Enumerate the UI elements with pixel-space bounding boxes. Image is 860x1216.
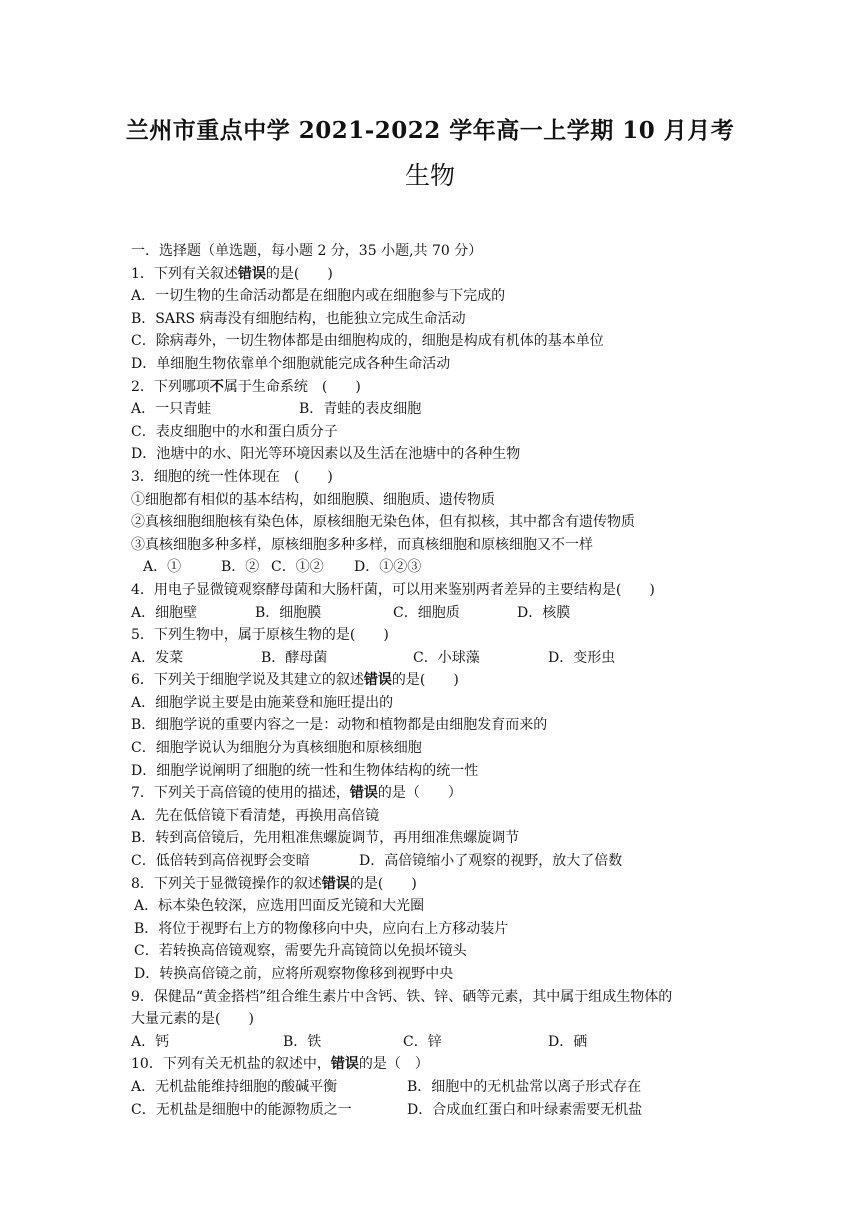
question-8-option-b: B．将位于视野右上方的物像移向中央，应向右上方移动装片	[134, 920, 509, 937]
question-10-stem	[131, 1053, 751, 1076]
stem-emphasis: 错误	[349, 785, 378, 802]
question-5-options	[131, 647, 751, 670]
question-list	[131, 240, 751, 1121]
question-7-option-c: C．低倍转到高倍视野会变暗	[131, 853, 310, 870]
question-3-option-b: B．②	[221, 559, 260, 576]
question-6-stem	[131, 669, 751, 692]
question-2-options-ab	[131, 398, 751, 421]
question-4-option-b: B．细胞膜	[255, 604, 322, 621]
question-7-option-d: D．高倍镜缩小了观察的视野，放大了倍数	[359, 853, 623, 870]
question-10-option-a: A．无机盐能维持细胞的酸碱平衡	[131, 1078, 338, 1095]
question-3-statement-3: ③真核细胞多种多样，原核细胞多种多样，而真核细胞和原核细胞又不一样	[131, 536, 593, 553]
stem-text: 的是（ ）	[377, 785, 462, 802]
section-heading: 一．选择题（单选题，每小题 2 分，35 小题,共 70 分）	[131, 243, 483, 259]
exam-subject: 生物	[404, 161, 455, 190]
question-7-option-b: B．转到高倍镜后，先用粗准焦螺旋调节，再用细准焦螺旋调节	[131, 830, 520, 847]
question-1-option-c: C．除病毒外，一切生物体都是由细胞构成的，细胞是构成有机体的基本单位	[131, 333, 604, 350]
stem-text: 10．下列有关无机盐的叙述中，	[131, 1056, 331, 1073]
question-7-options-cd	[131, 850, 751, 873]
question-7-stem	[131, 782, 751, 805]
stem-text: 的是（ ）	[358, 1056, 429, 1073]
question-5-option-d: D．变形虫	[548, 649, 616, 666]
exam-title: 兰州市重点中学 2021-2022 学年高一上学期 10 月月考	[125, 117, 735, 144]
question-4-option-d: D．核膜	[517, 604, 571, 621]
question-9-stem-line-2: 大量元素的是( )	[131, 1011, 254, 1028]
question-5-option-a: A．发菜	[131, 649, 184, 666]
question-5-option-b: B．酵母菌	[261, 649, 328, 666]
question-9-option-a: A．钙	[131, 1033, 170, 1050]
question-2-stem	[131, 376, 751, 399]
stem-text: 7．下列关于高倍镜的使用的描述，	[131, 785, 350, 802]
question-4-option-c: C．细胞质	[393, 604, 460, 621]
question-8-option-d: D．转换高倍镜之前，应将所观察物像移到视野中央	[134, 966, 454, 982]
question-6-option-c: C．细胞学说认为细胞分为真核细胞和原核细胞	[131, 740, 422, 757]
question-1-option-b: B．SARS 病毒没有细胞结构，也能独立完成生命活动	[131, 310, 466, 327]
question-3-statement-2: ②真核细胞细胞核有染色体，原核细胞无染色体，但有拟核，其中都含有遗传物质	[131, 514, 635, 531]
stem-text: 的是( )	[265, 265, 333, 282]
stem-text: 1．下列有关叙述	[131, 265, 238, 282]
stem-text: 的是( )	[349, 875, 417, 892]
question-9-options	[131, 1031, 751, 1054]
question-8-option-c: C．若转换高倍镜观察，需要先升高镜筒以免损坏镜头	[134, 943, 467, 960]
question-2-option-a: A．一只青蛙	[131, 401, 212, 418]
stem-emphasis: 不	[209, 378, 224, 395]
question-10-option-d: D．合成血红蛋白和叶绿素需要无机盐	[407, 1101, 643, 1118]
question-1-stem	[131, 263, 751, 286]
question-9-stem-line-1: 9．保健品“黄金搭档”组合维生素片中含钙、铁、锌、硒等元素，其中属于组成生物体的	[131, 988, 673, 1005]
question-9-option-d: D．硒	[548, 1033, 588, 1050]
question-9-option-c: C．锌	[403, 1033, 442, 1050]
stem-emphasis: 错误	[330, 1056, 359, 1073]
question-3-statement-1: ①细胞都有相似的基本结构，如细胞膜、细胞质、遗传物质	[131, 491, 495, 508]
question-1-option-d: D．单细胞生物依靠单个细胞就能完成各种生命活动	[131, 355, 451, 372]
question-3-options	[131, 556, 751, 579]
question-6-option-d: D．细胞学说阐明了细胞的统一性和生物体结构的统一性	[131, 762, 479, 779]
stem-emphasis: 错误	[237, 265, 266, 282]
question-5-option-c: C．小球藻	[413, 649, 480, 666]
stem-emphasis: 错误	[321, 875, 350, 892]
stem-text: 的是( )	[391, 672, 459, 689]
question-3-stem: 3．细胞的统一性体现在 ( )	[131, 468, 333, 485]
question-3-option-d: D．①②③	[354, 559, 422, 576]
question-3-option-c: C．①②	[271, 559, 324, 576]
question-3-option-a: A．①	[143, 559, 182, 576]
stem-text: 6．下列关于细胞学说及其建立的叙述	[131, 672, 364, 689]
question-10-option-c: C．无机盐是细胞中的能源物质之一	[131, 1101, 352, 1118]
question-10-options-ab	[131, 1076, 751, 1099]
question-9-option-b: B．铁	[283, 1033, 322, 1050]
question-4-stem: 4．用电子显微镜观察酵母菌和大肠杆菌，可以用来鉴别两者差异的主要结构是( )	[131, 581, 655, 598]
question-5-stem: 5．下列生物中，属于原核生物的是( )	[131, 627, 389, 644]
question-2-option-c: C．表皮细胞中的水和蛋白质分子	[131, 423, 338, 440]
question-1-option-a: A．一切生物的生命活动都是在细胞内或在细胞参与下完成的	[131, 288, 506, 305]
question-8-stem	[131, 873, 751, 896]
question-4-options	[131, 602, 751, 625]
question-8-option-a: A．标本染色较深，应选用凹面反光镜和大光圈	[134, 898, 425, 915]
question-6-option-b: B．细胞学说的重要内容之一是：动物和植物都是由细胞发育而来的	[131, 717, 548, 734]
question-4-option-a: A．细胞壁	[131, 604, 198, 621]
stem-text: 2．下列哪项	[131, 378, 210, 395]
stem-text: 属于生命系统 ( )	[223, 378, 361, 395]
question-10-options-cd	[131, 1099, 751, 1122]
stem-text: 8．下列关于显微镜操作的叙述	[131, 875, 322, 892]
question-6-option-a: A．细胞学说主要是由施莱登和施旺提出的	[131, 694, 394, 711]
stem-emphasis: 错误	[363, 672, 392, 689]
question-7-option-a: A．先在低倍镜下看清楚，再换用高倍镜	[131, 807, 380, 824]
question-2-option-d: D．池塘中的水、阳光等环境因素以及生活在池塘中的各种生物	[131, 446, 521, 463]
question-10-option-b: B．细胞中的无机盐常以离子形式存在	[407, 1078, 642, 1095]
question-2-option-b: B．青蛙的表皮细胞	[299, 401, 422, 418]
